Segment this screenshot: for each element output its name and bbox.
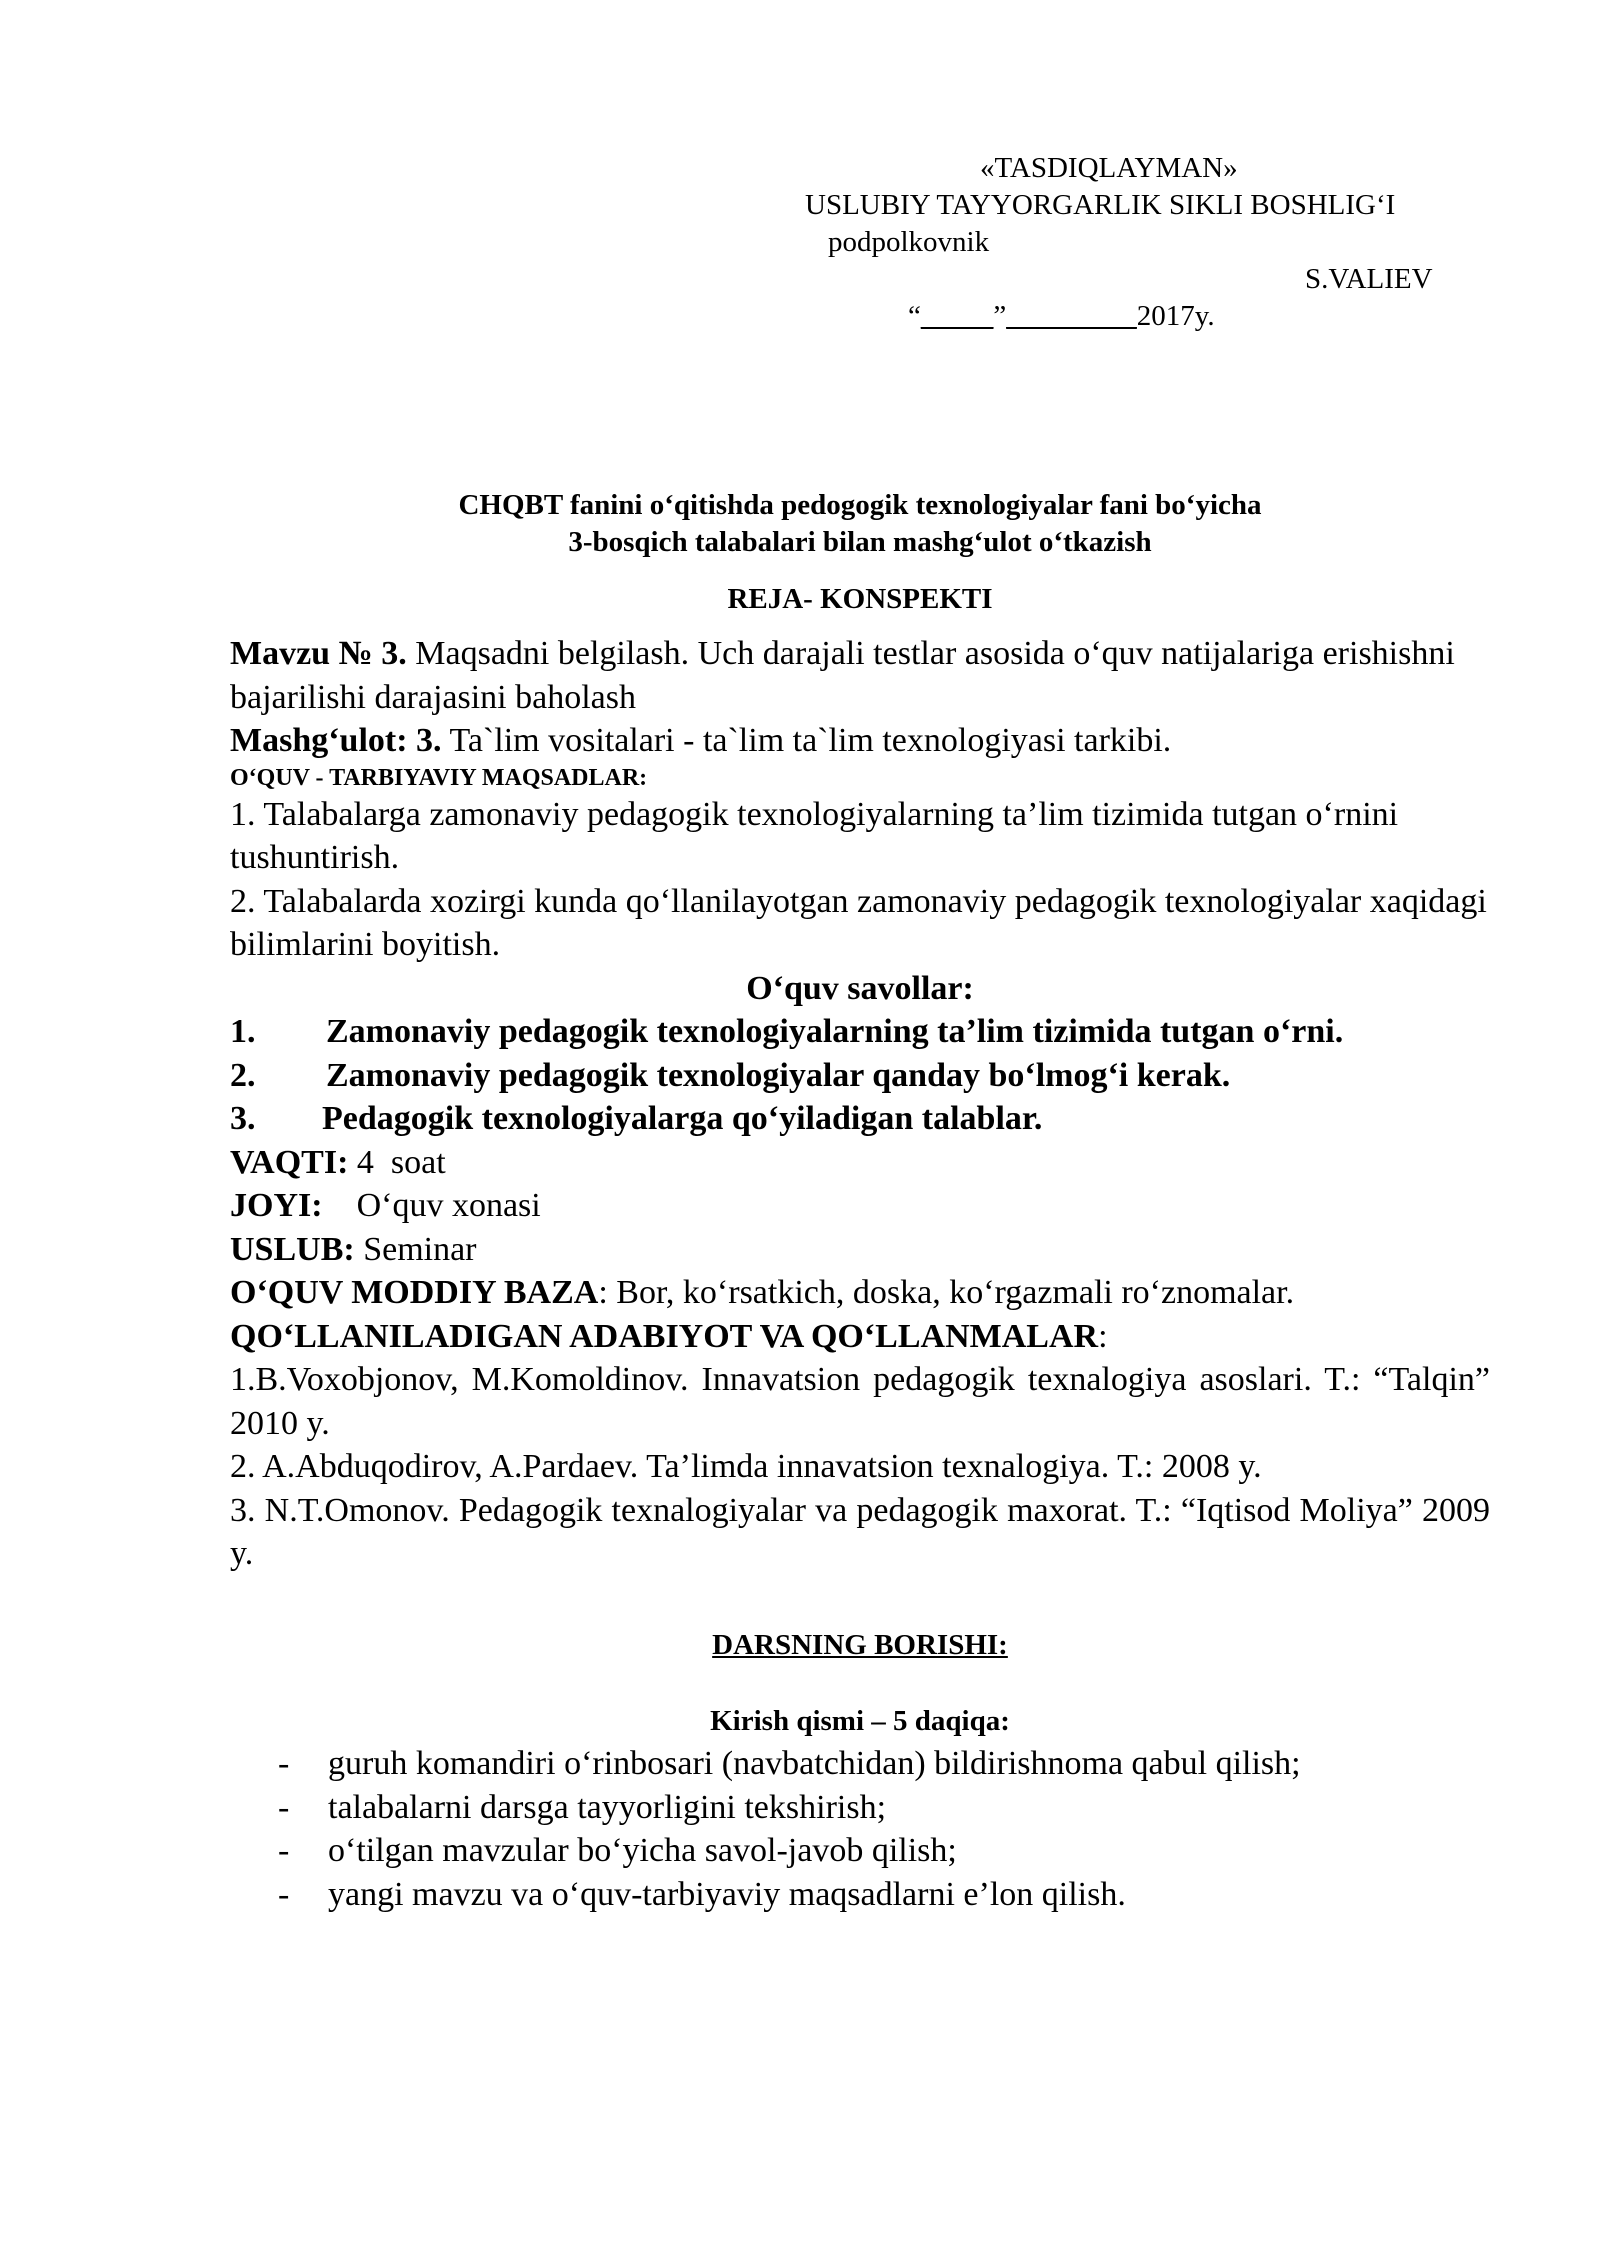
mavzu-paragraph — [230, 632, 1490, 719]
baza-label: O‘QUV MODDIY BAZA — [230, 1274, 599, 1311]
mashgulot-text: Ta`lim vositalari - ta`lim ta`lim texnologiyasi tarkibi. — [441, 722, 1172, 759]
date-open-quote: “ — [908, 300, 921, 332]
dash-marker: - — [278, 1745, 290, 1782]
dash-marker: - — [278, 1832, 290, 1869]
questions-heading: O‘quv savollar: — [746, 969, 974, 1007]
date-year: 2017y. — [1136, 300, 1215, 332]
lesson-progress-heading: DARSNING BORISHI: — [712, 1629, 1008, 1661]
goal-item: 2. Talabalarda xozirgi kunda qo‘llanilayotgan zamonaviy pedagogik texnologiyalar xaqidagi bilimlarini boyitish. — [230, 882, 1487, 963]
date-close-quote: ” — [993, 300, 1007, 332]
uslub-value: Seminar — [354, 1230, 477, 1268]
dash-marker: - — [278, 1875, 290, 1913]
date-blank-day: _____ — [920, 300, 994, 332]
literature-item: 3. N.T.Omonov. Pedagogik texnalogiyalar va pedagogik maxorat. T.: “Iqtisod Moliya” 2009 y. — [230, 1491, 1490, 1572]
approval-date — [908, 298, 1215, 335]
mavzu-label: Mavzu № 3. — [230, 635, 407, 672]
document-body — [230, 632, 1490, 1576]
uslub-label: USLUB: — [230, 1230, 355, 1268]
baza-row — [230, 1271, 1490, 1315]
question-number: 3. — [230, 1100, 256, 1137]
vaqti-row — [230, 1141, 1490, 1185]
adabiyot-row — [230, 1315, 1490, 1359]
vaqti-value: 4 soat — [348, 1143, 446, 1181]
approval-head: USLUBIY TAYYORGARLIK SIKLI BOSHLIG‘I — [805, 189, 1396, 221]
question-item — [230, 1010, 1490, 1054]
list-item-text: talabalarni darsga tayyorligini tekshirish; — [328, 1788, 887, 1826]
mashgulot-label: Mashg‘ulot: 3. — [230, 722, 442, 759]
goal-item: 1. Talabalarga zamonaviy pedagogik texnologiyalarning ta’lim tizimida tutgan o‘rnini tushuntirish. — [230, 795, 1399, 876]
intro-list — [278, 1742, 1301, 1916]
list-item — [278, 1786, 1301, 1830]
list-item-text: yangi mavzu va o‘quv-tarbiyaviy maqsadlarni e’lon qilish. — [328, 1875, 1126, 1913]
question-text: Zamonaviy pedagogik texnologiyalarning ta’lim tizimida tutgan o‘rni. — [326, 1013, 1344, 1050]
literature-item: 2. A.Abduqodirov, A.Pardaev. Ta’limda innavatsion texnalogiya. T.: 2008 y. — [230, 1448, 1262, 1485]
mavzu-text: Maqsadni belgilash. Uch darajali testlar asosida o‘quv natijalariga erishishni bajarilishi darajasini baholash — [230, 635, 1455, 716]
question-item — [230, 1097, 1490, 1141]
approval-name: S.VALIEV — [1305, 263, 1433, 295]
uslub-row — [230, 1228, 1490, 1272]
approval-rank: podpolkovnik — [828, 226, 990, 258]
header-line-2: 3-bosqich talabalari bilan mashg‘ulot o‘tkazish — [568, 526, 1152, 558]
adabiyot-colon: : — [1098, 1317, 1108, 1355]
joyi-value: O‘quv xonasi — [322, 1187, 541, 1224]
intro-subheading: Kirish qismi – 5 daqiqa: — [710, 1705, 1010, 1737]
date-blank-month: _________ — [1006, 300, 1137, 332]
vaqti-label: VAQTI: — [230, 1143, 349, 1181]
list-item-text: guruh komandiri o‘rinbosari (navbatchidan) bildirishnoma qabul qilish; — [328, 1745, 1301, 1782]
approval-title: «TASDIQLAYMAN» — [980, 152, 1238, 184]
adabiyot-label: QO‘LLANILADIGAN ADABIYOT VA QO‘LLANMALAR — [230, 1317, 1099, 1355]
baza-value: : Bor, ko‘rsatkich, doska, ko‘rgazmali ro‘znomalar. — [598, 1274, 1295, 1311]
mashgulot-paragraph — [230, 719, 1490, 763]
goals-heading: O‘QUV - TARBIYAVIY MAQSADLAR: — [230, 764, 648, 791]
header-title: REJA- KONSPEKTI — [727, 583, 993, 615]
question-item — [230, 1054, 1490, 1098]
question-text: Zamonaviy pedagogik texnologiyalar qanday bo‘lmog‘i kerak. — [326, 1056, 1231, 1094]
question-number: 1. — [230, 1013, 256, 1050]
question-number: 2. — [230, 1056, 256, 1094]
dash-marker: - — [278, 1788, 290, 1826]
list-item — [278, 1742, 1301, 1786]
joyi-label: JOYI: — [230, 1187, 323, 1224]
joyi-row — [230, 1184, 1490, 1228]
list-item — [278, 1829, 1301, 1873]
list-item-text: o‘tilgan mavzular bo‘yicha savol-javob qilish; — [328, 1832, 957, 1869]
literature-item: 1.B.Voxobjonov, M.Komoldinov. Innavatsion pedagogik texnalogiya asoslari. T.: “Talqin” 2010 y. — [230, 1361, 1490, 1442]
header-line-1: CHQBT fanini o‘qitishda pedogogik texnologiyalar fani bo‘yicha — [458, 489, 1262, 521]
question-text: Pedagogik texnologiyalarga qo‘yiladigan talablar. — [322, 1100, 1043, 1137]
list-item — [278, 1873, 1301, 1917]
